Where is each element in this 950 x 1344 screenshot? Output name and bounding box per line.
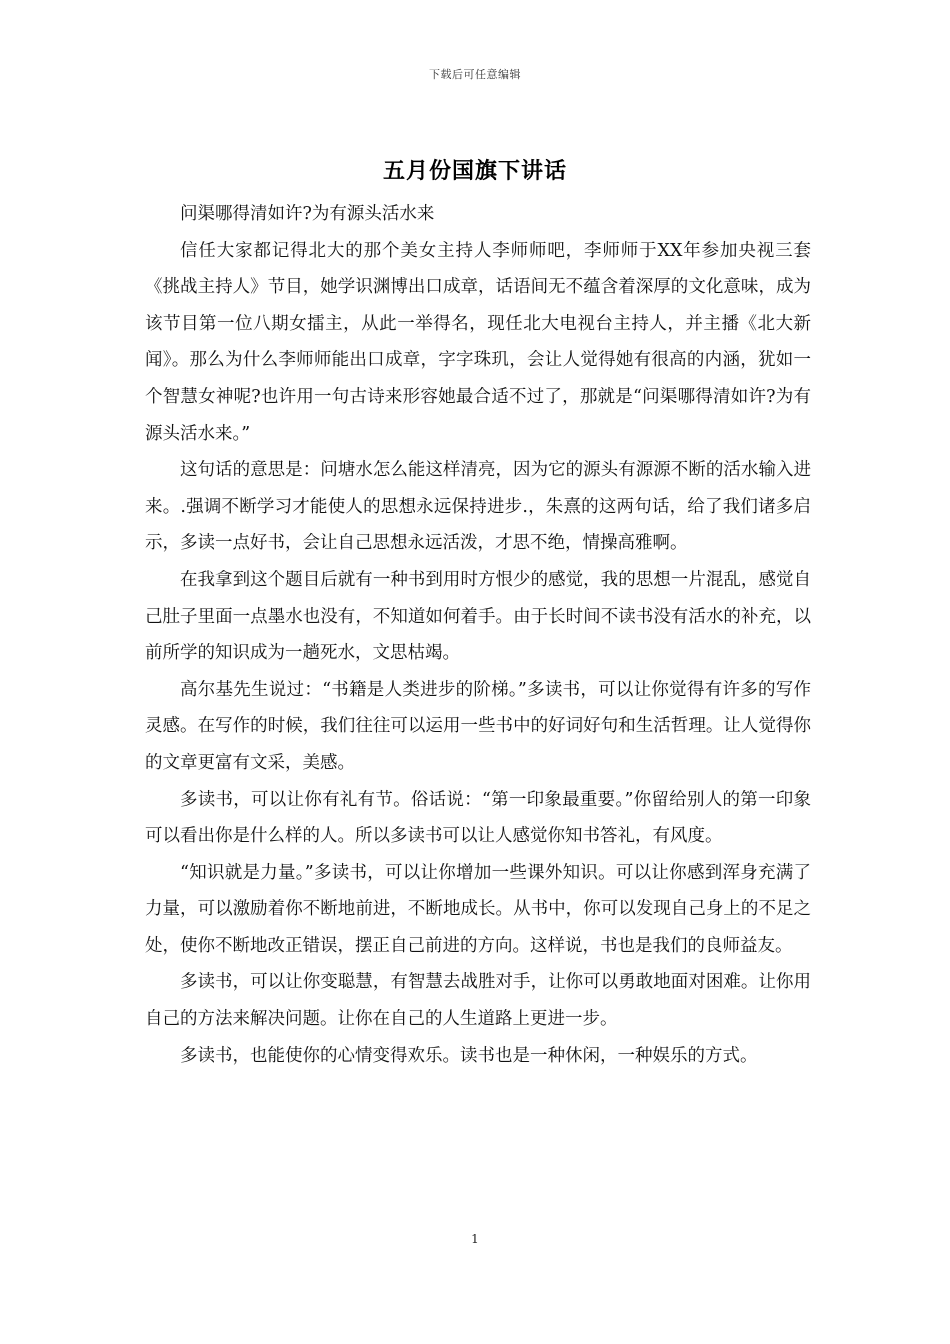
body-paragraph: “知识就是力量。”多读书，可以让你增加一些课外知识。可以让你感到浑身充满了力量，可以激励着你不断地前进，不断地成长。从书中，你可以发现自己身上的不足之处，使你不断地改正错误，摆正自己前进的方向。这样说，书也是我们的良师益友。 bbox=[145, 862, 811, 956]
body-paragraph: 这句话的意思是：问塘水怎么能这样清亮，因为它的源头有源源不断的活水输入进来。.强调不断学习才能使人的思想永远保持进步.，朱熹的这两句话，给了我们诸多启示，多读一点好书，会让自己思想永远活泼，才思不绝，情操高雅啊。 bbox=[145, 460, 811, 554]
body-paragraph: 多读书，也能使你的心情变得欢乐。读书也是一种休闲，一种娱乐的方式。 bbox=[180, 1045, 758, 1066]
body-paragraph: 多读书，可以让你变聪慧，有智慧去战胜对手，让你可以勇敢地面对困难。让你用自己的方法来解决问题。让你在自己的人生道路上更进一步。 bbox=[145, 972, 811, 1030]
body-paragraph: 信任大家都记得北大的那个美女主持人李师师吧，李师师于XX年参加央视三套《挑战主持人》节目，她学识渊博出口成章，话语间无不蕴含着深厚的文化意味，成为该节目第一位八期女擂主，从此一举得名，现任北大电视台主持人，并主播《北大新闻》。那么为什么李师师能出口成章，字字珠玑，会让人觉得她有很高的内涵，犹如一个智慧女神呢?也许用一句古诗来形容她最合适不过了，那就是“问渠哪得清如许?为有源头活水来。” bbox=[145, 240, 811, 444]
document-title: 五月份国旗下讲话 bbox=[382, 158, 567, 184]
body-paragraph: 高尔基先生说过：“书籍是人类进步的阶梯。”多读书，可以让你觉得有许多的写作灵感。在写作的时候，我们往往可以运用一些书中的好词好句和生活哲理。让人觉得你的文章更富有文采，美感。 bbox=[145, 679, 811, 773]
header-note: 下载后可任意编辑 bbox=[429, 68, 521, 81]
document-body bbox=[145, 196, 811, 1074]
subtitle-paragraph: 问渠哪得清如许?为有源头活水来 bbox=[180, 204, 435, 224]
page-number: 1 bbox=[471, 1232, 479, 1246]
body-paragraph: 多读书，可以让你有礼有节。俗话说：“第一印象最重要。”你留给别人的第一印象可以看出你是什么样的人。所以多读书可以让人感觉你知书答礼，有风度。 bbox=[145, 789, 811, 847]
body-paragraph: 在我拿到这个题目后就有一种书到用时方恨少的感觉，我的思想一片混乱，感觉自己肚子里面一点墨水也没有，不知道如何着手。由于长时间不读书没有活水的补充，以前所学的知识成为一趟死水，文思枯竭。 bbox=[145, 569, 811, 664]
